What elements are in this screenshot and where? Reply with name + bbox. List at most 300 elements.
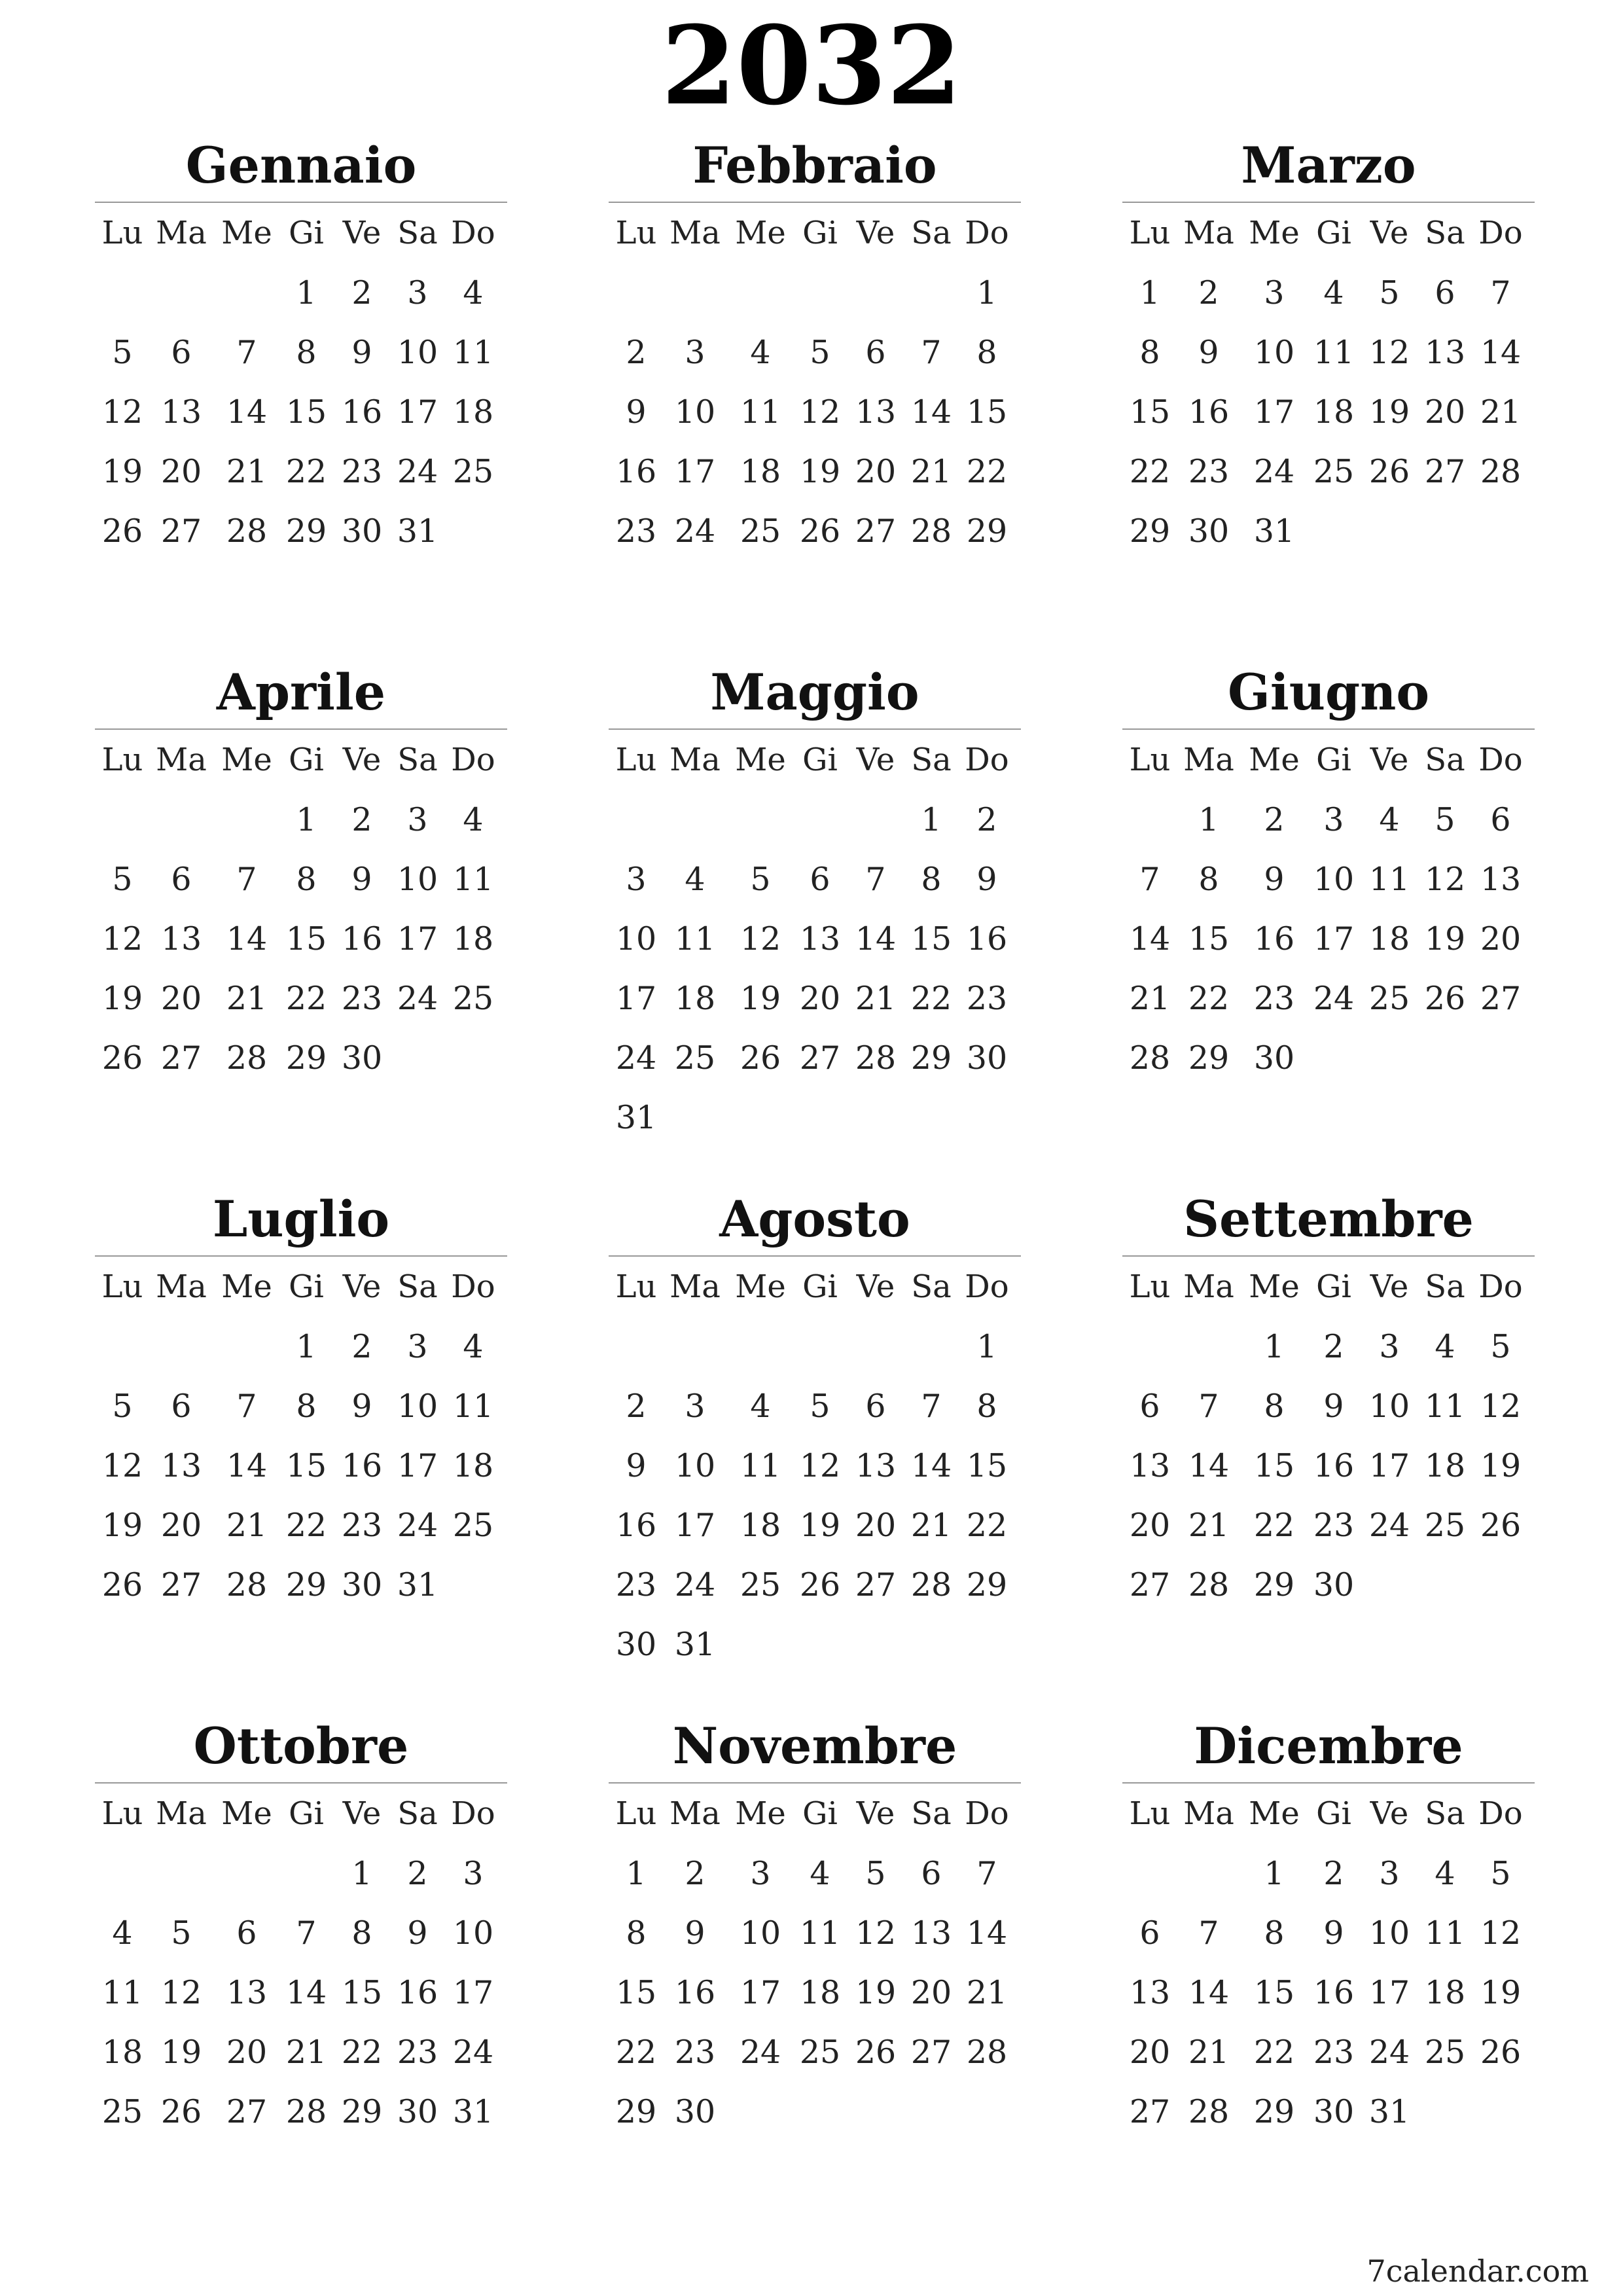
day-cell: 14 [1188, 1974, 1230, 2011]
weekday-header: Gi [802, 742, 838, 778]
month-name: Novembre [672, 1717, 957, 1775]
day-cell: 14 [910, 1447, 952, 1484]
day-cell: 17 [1253, 393, 1295, 431]
day-cell: 2 [351, 1328, 372, 1365]
day-cell: 23 [615, 512, 657, 550]
month-name: Settembre [1183, 1190, 1474, 1248]
month-name: Agosto [719, 1190, 910, 1248]
day-cell: 7 [921, 1388, 942, 1425]
weekday-header: Gi [289, 1268, 324, 1305]
day-cell: 13 [160, 920, 202, 958]
weekday-header: Me [1249, 215, 1300, 251]
day-cell: 2 [407, 1855, 428, 1892]
day-cell: 16 [615, 453, 657, 490]
day-cell: 19 [740, 980, 781, 1017]
month-name: Ottobre [193, 1717, 409, 1775]
day-cell: 28 [285, 2093, 327, 2130]
weekday-header: Do [451, 742, 495, 778]
month-aprile [95, 661, 507, 1185]
day-cell: 12 [855, 1914, 897, 1952]
weekday-header: Me [735, 1268, 786, 1305]
year-title: 2032 [661, 2, 962, 129]
day-cell: 16 [341, 393, 383, 431]
day-cell: 19 [1480, 1974, 1522, 2011]
month-divider [1122, 202, 1535, 203]
day-cell: 25 [1313, 453, 1355, 490]
day-cell: 2 [626, 1388, 647, 1425]
day-cell: 1 [1198, 801, 1219, 838]
weekday-header: Do [451, 1268, 495, 1305]
day-cell: 4 [112, 1914, 133, 1952]
day-cell: 9 [1323, 1388, 1344, 1425]
day-cell: 11 [452, 861, 494, 898]
day-cell: 13 [1424, 334, 1466, 371]
day-cell: 28 [855, 1039, 897, 1077]
day-cell: 28 [1129, 1039, 1171, 1077]
day-cell: 29 [966, 512, 1008, 550]
day-cell: 4 [750, 1388, 771, 1425]
day-cell: 3 [685, 334, 705, 371]
day-cell: 11 [674, 920, 716, 958]
weekday-header: Ma [1183, 1795, 1234, 1832]
weekday-header: Ve [342, 742, 382, 778]
day-cell: 7 [236, 334, 257, 371]
day-cell: 1 [976, 1328, 997, 1365]
day-cell: 10 [1313, 861, 1355, 898]
day-cell: 30 [1188, 512, 1230, 550]
day-cell: 18 [1424, 1974, 1466, 2011]
day-cell: 22 [1188, 980, 1230, 1017]
day-cell: 30 [966, 1039, 1008, 1077]
day-cell: 6 [921, 1855, 942, 1892]
day-cell: 9 [351, 1388, 372, 1425]
day-cell: 21 [285, 2034, 327, 2071]
day-cell: 22 [285, 980, 327, 1017]
day-cell: 3 [1323, 801, 1344, 838]
weekday-header: Lu [1129, 215, 1171, 251]
day-cell: 26 [799, 1566, 841, 1604]
day-cell: 5 [1435, 801, 1455, 838]
day-cell: 1 [921, 801, 942, 838]
weekday-header: Gi [1316, 1268, 1351, 1305]
weekday-header: Ve [1370, 1268, 1409, 1305]
day-cell: 3 [1264, 274, 1285, 312]
day-cell: 5 [1490, 1855, 1511, 1892]
day-cell: 2 [1323, 1855, 1344, 1892]
day-cell: 24 [397, 980, 438, 1017]
weekday-header: Gi [802, 215, 838, 251]
day-cell: 21 [1188, 2034, 1230, 2071]
day-cell: 1 [296, 274, 317, 312]
day-cell: 22 [1253, 1507, 1295, 1544]
weekday-header: Ma [156, 1795, 207, 1832]
day-cell: 17 [1368, 1447, 1410, 1484]
day-cell: 23 [1313, 1507, 1355, 1544]
day-cell: 28 [226, 1566, 268, 1604]
day-cell: 19 [1480, 1447, 1522, 1484]
weekday-header: Me [221, 742, 272, 778]
month-marzo [1122, 134, 1535, 658]
weekday-header: Do [965, 1268, 1009, 1305]
day-cell: 24 [1368, 1507, 1410, 1544]
weekday-header: Do [451, 215, 495, 251]
day-cell: 19 [1424, 920, 1466, 958]
day-cell: 12 [1424, 861, 1466, 898]
day-cell: 10 [397, 334, 438, 371]
day-cell: 27 [855, 1566, 897, 1604]
day-cell: 24 [1368, 2034, 1410, 2071]
weekday-header: Ma [156, 215, 207, 251]
day-cell: 25 [799, 2034, 841, 2071]
weekday-header: Gi [1316, 1795, 1351, 1832]
day-cell: 15 [966, 393, 1008, 431]
day-cell: 6 [236, 1914, 257, 1952]
day-cell: 1 [626, 1855, 647, 1892]
month-divider [95, 728, 507, 730]
day-cell: 27 [855, 512, 897, 550]
day-cell: 24 [1313, 980, 1355, 1017]
day-cell: 30 [341, 512, 383, 550]
weekday-header: Ma [1183, 742, 1234, 778]
day-cell: 4 [463, 801, 484, 838]
day-cell: 26 [1480, 1507, 1522, 1544]
day-cell: 10 [1368, 1914, 1410, 1952]
weekday-header: Ve [342, 1268, 382, 1305]
weekday-header: Gi [1316, 215, 1351, 251]
day-cell: 21 [226, 453, 268, 490]
month-luglio [95, 1188, 507, 1712]
day-cell: 1 [351, 1855, 372, 1892]
day-cell: 4 [463, 1328, 484, 1365]
day-cell: 9 [351, 861, 372, 898]
day-cell: 30 [397, 2093, 438, 2130]
day-cell: 26 [855, 2034, 897, 2071]
day-cell: 27 [1424, 453, 1466, 490]
day-cell: 7 [1198, 1388, 1219, 1425]
day-cell: 10 [397, 1388, 438, 1425]
day-cell: 8 [296, 1388, 317, 1425]
day-cell: 28 [226, 1039, 268, 1077]
weekday-header: Gi [289, 742, 324, 778]
day-cell: 18 [799, 1974, 841, 2011]
weekday-header: Lu [615, 1268, 657, 1305]
day-cell: 16 [1313, 1447, 1355, 1484]
day-cell: 15 [966, 1447, 1008, 1484]
day-cell: 16 [341, 1447, 383, 1484]
day-cell: 9 [626, 393, 647, 431]
day-cell: 19 [1368, 393, 1410, 431]
day-cell: 24 [1253, 453, 1295, 490]
weekday-header: Ma [156, 1268, 207, 1305]
weekday-header: Ma [669, 742, 721, 778]
day-cell: 6 [1139, 1914, 1160, 1952]
day-cell: 4 [1323, 274, 1344, 312]
day-cell: 12 [101, 1447, 143, 1484]
day-cell: 29 [1253, 1566, 1295, 1604]
weekday-header: Sa [397, 215, 438, 251]
day-cell: 26 [101, 512, 143, 550]
weekday-header: Sa [1425, 742, 1465, 778]
day-cell: 18 [1313, 393, 1355, 431]
day-cell: 25 [674, 1039, 716, 1077]
day-cell: 21 [1129, 980, 1171, 1017]
day-cell: 23 [397, 2034, 438, 2071]
day-cell: 9 [407, 1914, 428, 1952]
day-cell: 12 [1368, 334, 1410, 371]
day-cell: 23 [615, 1566, 657, 1604]
day-cell: 6 [865, 1388, 886, 1425]
month-divider [1122, 1255, 1535, 1257]
day-cell: 10 [452, 1914, 494, 1952]
day-cell: 12 [740, 920, 781, 958]
day-cell: 9 [626, 1447, 647, 1484]
day-cell: 10 [740, 1914, 781, 1952]
month-name: Giugno [1227, 663, 1430, 721]
day-cell: 17 [1313, 920, 1355, 958]
day-cell: 3 [407, 1328, 428, 1365]
day-cell: 7 [1139, 861, 1160, 898]
weekday-header: Me [221, 215, 272, 251]
day-cell: 5 [810, 334, 830, 371]
day-cell: 20 [855, 453, 897, 490]
weekday-header: Ma [1183, 215, 1234, 251]
day-cell: 10 [615, 920, 657, 958]
day-cell: 1 [1139, 274, 1160, 312]
day-cell: 5 [810, 1388, 830, 1425]
day-cell: 6 [810, 861, 830, 898]
day-cell: 16 [674, 1974, 716, 2011]
day-cell: 26 [1424, 980, 1466, 1017]
day-cell: 11 [1368, 861, 1410, 898]
day-cell: 8 [296, 861, 317, 898]
day-cell: 10 [1368, 1388, 1410, 1425]
day-cell: 8 [351, 1914, 372, 1952]
day-cell: 28 [1480, 453, 1522, 490]
day-cell: 18 [452, 920, 494, 958]
day-cell: 30 [615, 1626, 657, 1663]
day-cell: 7 [1198, 1914, 1219, 1952]
day-cell: 26 [101, 1039, 143, 1077]
day-cell: 21 [910, 453, 952, 490]
weekday-header: Ve [342, 215, 382, 251]
day-cell: 23 [341, 453, 383, 490]
day-cell: 11 [740, 1447, 781, 1484]
day-cell: 15 [285, 920, 327, 958]
day-cell: 7 [296, 1914, 317, 1952]
day-cell: 9 [1264, 861, 1285, 898]
day-cell: 9 [976, 861, 997, 898]
day-cell: 8 [296, 334, 317, 371]
day-cell: 9 [351, 334, 372, 371]
weekday-header: Sa [1425, 1795, 1465, 1832]
day-cell: 22 [966, 1507, 1008, 1544]
month-name: Aprile [216, 663, 386, 721]
weekday-header: Me [221, 1795, 272, 1832]
day-cell: 1 [1264, 1855, 1285, 1892]
day-cell: 28 [1188, 2093, 1230, 2130]
day-cell: 22 [285, 1507, 327, 1544]
day-cell: 25 [740, 1566, 781, 1604]
day-cell: 22 [341, 2034, 383, 2071]
day-cell: 28 [226, 512, 268, 550]
day-cell: 4 [810, 1855, 830, 1892]
day-cell: 14 [910, 393, 952, 431]
day-cell: 31 [1253, 512, 1295, 550]
day-cell: 16 [615, 1507, 657, 1544]
day-cell: 6 [865, 334, 886, 371]
day-cell: 27 [1129, 1566, 1171, 1604]
day-cell: 14 [226, 393, 268, 431]
day-cell: 1 [296, 801, 317, 838]
weekday-header: Ve [856, 215, 895, 251]
day-cell: 5 [112, 1388, 133, 1425]
day-cell: 17 [674, 1507, 716, 1544]
month-divider [95, 202, 507, 203]
day-cell: 11 [1313, 334, 1355, 371]
day-cell: 8 [1264, 1914, 1285, 1952]
month-maggio [609, 661, 1021, 1185]
day-cell: 13 [910, 1914, 952, 1952]
day-cell: 14 [966, 1914, 1008, 1952]
day-cell: 8 [1139, 334, 1160, 371]
day-cell: 27 [160, 1566, 202, 1604]
day-cell: 29 [966, 1566, 1008, 1604]
day-cell: 19 [101, 453, 143, 490]
day-cell: 15 [615, 1974, 657, 2011]
day-cell: 15 [285, 1447, 327, 1484]
weekday-header: Ma [669, 215, 721, 251]
day-cell: 17 [740, 1974, 781, 2011]
day-cell: 2 [685, 1855, 705, 1892]
day-cell: 3 [750, 1855, 771, 1892]
day-cell: 8 [1264, 1388, 1285, 1425]
day-cell: 29 [341, 2093, 383, 2130]
weekday-header: Gi [289, 215, 324, 251]
day-cell: 17 [674, 453, 716, 490]
day-cell: 8 [976, 1388, 997, 1425]
day-cell: 27 [226, 2093, 268, 2130]
month-giugno [1122, 661, 1535, 1185]
weekday-header: Me [735, 1795, 786, 1832]
day-cell: 22 [1253, 2034, 1295, 2071]
day-cell: 12 [799, 393, 841, 431]
day-cell: 13 [799, 920, 841, 958]
weekday-header: Do [965, 215, 1009, 251]
weekday-header: Lu [615, 215, 657, 251]
day-cell: 5 [112, 334, 133, 371]
day-cell: 31 [397, 512, 438, 550]
month-name: Dicembre [1194, 1717, 1463, 1775]
day-cell: 2 [351, 801, 372, 838]
month-dicembre [1122, 1715, 1535, 2238]
day-cell: 20 [1129, 1507, 1171, 1544]
day-cell: 9 [685, 1914, 705, 1952]
day-cell: 21 [1480, 393, 1522, 431]
day-cell: 24 [674, 1566, 716, 1604]
day-cell: 23 [1313, 2034, 1355, 2071]
weekday-header: Sa [397, 1268, 438, 1305]
day-cell: 29 [1129, 512, 1171, 550]
day-cell: 6 [171, 334, 192, 371]
day-cell: 22 [285, 453, 327, 490]
day-cell: 23 [341, 980, 383, 1017]
day-cell: 26 [1368, 453, 1410, 490]
day-cell: 29 [285, 512, 327, 550]
day-cell: 25 [1424, 2034, 1466, 2071]
day-cell: 29 [615, 2093, 657, 2130]
day-cell: 30 [341, 1039, 383, 1077]
day-cell: 6 [1139, 1388, 1160, 1425]
day-cell: 10 [1253, 334, 1295, 371]
day-cell: 22 [615, 2034, 657, 2071]
day-cell: 10 [674, 1447, 716, 1484]
day-cell: 16 [397, 1974, 438, 2011]
day-cell: 18 [674, 980, 716, 1017]
weekday-header: Do [965, 1795, 1009, 1832]
weekday-header: Sa [397, 742, 438, 778]
day-cell: 7 [865, 861, 886, 898]
day-cell: 11 [799, 1914, 841, 1952]
day-cell: 18 [1424, 1447, 1466, 1484]
day-cell: 11 [1424, 1914, 1466, 1952]
month-name: Marzo [1241, 136, 1416, 194]
day-cell: 30 [1253, 1039, 1295, 1077]
day-cell: 25 [452, 1507, 494, 1544]
weekday-header: Lu [1129, 1795, 1171, 1832]
day-cell: 4 [750, 334, 771, 371]
weekday-header: Ve [1370, 215, 1409, 251]
day-cell: 18 [452, 393, 494, 431]
day-cell: 24 [674, 512, 716, 550]
month-name: Febbraio [692, 136, 937, 194]
day-cell: 21 [910, 1507, 952, 1544]
month-name: Gennaio [185, 136, 417, 194]
day-cell: 19 [101, 980, 143, 1017]
day-cell: 24 [615, 1039, 657, 1077]
day-cell: 3 [463, 1855, 484, 1892]
weekday-header: Ve [856, 1795, 895, 1832]
day-cell: 19 [101, 1507, 143, 1544]
day-cell: 22 [1129, 453, 1171, 490]
day-cell: 26 [101, 1566, 143, 1604]
day-cell: 25 [740, 512, 781, 550]
weekday-header: Do [1478, 215, 1523, 251]
weekday-header: Sa [1425, 1268, 1465, 1305]
day-cell: 13 [1480, 861, 1522, 898]
day-cell: 23 [674, 2034, 716, 2071]
day-cell: 5 [750, 861, 771, 898]
weekday-header: Sa [911, 215, 952, 251]
day-cell: 14 [226, 920, 268, 958]
day-cell: 13 [1129, 1447, 1171, 1484]
day-cell: 26 [1480, 2034, 1522, 2071]
day-cell: 10 [397, 861, 438, 898]
day-cell: 31 [674, 1626, 716, 1663]
day-cell: 25 [1424, 1507, 1466, 1544]
day-cell: 19 [799, 453, 841, 490]
day-cell: 23 [341, 1507, 383, 1544]
day-cell: 31 [452, 2093, 494, 2130]
day-cell: 17 [1368, 1974, 1410, 2011]
day-cell: 20 [160, 1507, 202, 1544]
day-cell: 12 [101, 393, 143, 431]
day-cell: 1 [296, 1328, 317, 1365]
day-cell: 5 [1490, 1328, 1511, 1365]
month-ottobre [95, 1715, 507, 2238]
day-cell: 26 [160, 2093, 202, 2130]
day-cell: 2 [976, 801, 997, 838]
day-cell: 19 [855, 1974, 897, 2011]
